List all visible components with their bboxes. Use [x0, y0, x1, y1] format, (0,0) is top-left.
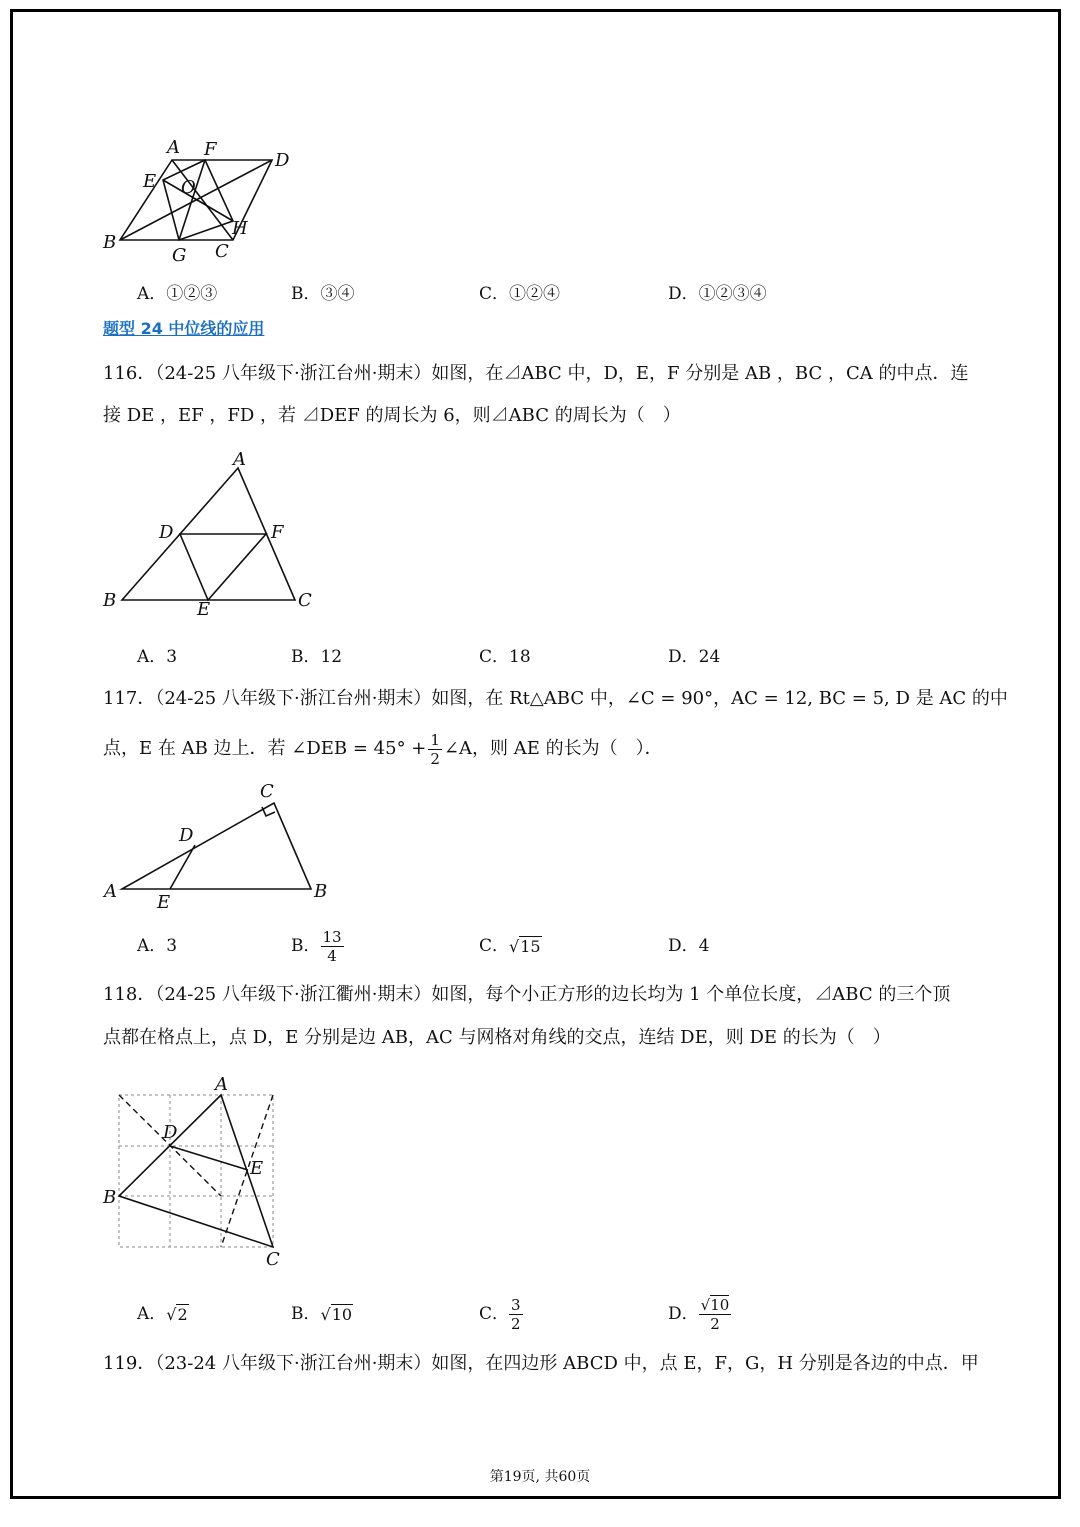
q118-label-d: D — [163, 1122, 178, 1143]
q117-label-d: D — [179, 825, 194, 846]
q118-option-d-num: √10 — [700, 1295, 730, 1314]
q117-option-c-sqrt: √15 — [509, 936, 541, 956]
q117-fraction — [428, 731, 442, 768]
q116-option-b: B．12 — [291, 647, 343, 667]
q115-option-a: A．①②③ — [137, 284, 218, 304]
q116-option-c: C．18 — [479, 647, 531, 667]
q115-label-b: B — [103, 232, 117, 253]
q118-label-a: A — [215, 1074, 228, 1095]
q116-option-a: A．3 — [137, 647, 178, 667]
q115-label-f: F — [204, 139, 217, 160]
q117-label-a: A — [104, 881, 117, 902]
q117-option-c — [479, 934, 542, 959]
q116-label-e: E — [197, 599, 211, 620]
q115-figure — [95, 135, 305, 265]
q118-label-e: E — [250, 1158, 264, 1179]
q115-option-c: C．①②④ — [479, 284, 561, 304]
q117-option-b — [291, 922, 344, 970]
q117-option-b-label: B． — [291, 936, 321, 956]
q116-label-f: F — [271, 522, 284, 543]
page-footer: 第19页, 共60页 — [489, 1469, 591, 1485]
q115-label-g: G — [172, 245, 187, 265]
q116-label-a: A — [233, 449, 246, 470]
q118-text-line1: 118．（24-25 八年级下·浙江衢州·期末）如图，每个小正方形的边长均为 1 个单位长度，⊿ABC 的三个顶 — [103, 984, 951, 1005]
q118-option-b-sqrt: √10 — [320, 1304, 353, 1324]
q117-text-line1: 117．（24-25 八年级下·浙江台州·期末）如图，在 Rt△ABC 中，∠C = 90°，AC = 12, BC = 5, D 是 AC 的中 — [103, 688, 1008, 709]
q117-label-c: C — [260, 781, 274, 802]
q116-label-c: C — [298, 590, 312, 611]
q115-label-c: C — [215, 241, 229, 262]
q118-option-c-den: 2 — [511, 1314, 521, 1333]
q117-line2-post: ∠A，则 AE 的长为（ ）． — [443, 738, 663, 759]
q118-option-b-radicand: 10 — [331, 1304, 353, 1324]
q118-option-d — [668, 1290, 731, 1338]
q117-label-b: B — [314, 881, 328, 902]
q118-option-d-den: 2 — [710, 1314, 720, 1333]
q115-label-d: D — [275, 150, 290, 171]
q117-line2-pre: 点，E 在 AB 边上．若 ∠DEB = 45° + — [103, 738, 427, 759]
q117-option-b-fraction — [321, 928, 344, 965]
q115-option-d: D．①②③④ — [668, 284, 767, 304]
q118-figure — [95, 1070, 305, 1270]
q118-option-c — [479, 1290, 523, 1338]
q115-label-e: E — [143, 171, 157, 192]
q118-option-a-sqrt: √2 — [166, 1304, 188, 1324]
q116-option-d: D．24 — [668, 647, 721, 667]
q117-option-d: D．4 — [668, 936, 710, 956]
q117-option-c-radicand: 15 — [520, 936, 541, 956]
q116-text-line1: 116．（24-25 八年级下·浙江台州·期末）如图，在⊿ABC 中，D，E，F 分别是 AB ，BC ，CA 的中点．连 — [103, 363, 969, 384]
q117-option-a: A．3 — [137, 936, 178, 956]
q119-text-line1: 119．（23-24 八年级下·浙江台州·期末）如图，在四边形 ABCD 中，点 E，F，G，H 分别是各边的中点．甲 — [103, 1353, 979, 1374]
q118-option-d-radicand: 10 — [710, 1295, 730, 1314]
q116-label-b: B — [103, 590, 117, 611]
section-heading: 题型 24 中位线的应用 — [103, 319, 265, 338]
q118-option-a-label: A． — [137, 1304, 167, 1324]
q118-text-line2: 点都在格点上，点 D，E 分别是边 AB，AC 与网格对角线的交点，连结 DE，则 DE 的长为（ ） — [103, 1027, 891, 1048]
q115-label-o: O — [181, 177, 196, 198]
q116-label-d: D — [159, 522, 174, 543]
q115-label-h: H — [232, 218, 248, 239]
q118-option-b-label: B． — [291, 1304, 321, 1324]
q118-option-c-label: C． — [479, 1304, 510, 1324]
q117-frac-num: 1 — [430, 730, 440, 749]
q118-option-a-radicand: 2 — [177, 1304, 188, 1324]
q118-option-d-fraction — [699, 1296, 732, 1333]
q118-option-a — [137, 1302, 189, 1327]
q115-option-b: B．③④ — [291, 284, 355, 304]
q115-label-a: A — [167, 137, 180, 158]
q118-label-c: C — [266, 1249, 280, 1270]
q118-option-b — [291, 1302, 353, 1327]
q117-label-e: E — [157, 892, 171, 913]
q116-figure — [95, 445, 335, 625]
q118-label-b: B — [103, 1187, 117, 1208]
q117-figure — [95, 775, 345, 915]
q116-text-line2: 接 DE ，EF ，FD ，若 ⊿DEF 的周长为 6，则⊿ABC 的周长为（ ） — [103, 405, 681, 426]
q117-option-b-den: 4 — [327, 946, 337, 965]
q117-option-b-num: 13 — [322, 927, 342, 946]
q118-option-c-num: 3 — [511, 1295, 521, 1314]
q117-option-c-label: C． — [479, 936, 510, 956]
q118-option-c-fraction — [509, 1296, 523, 1333]
q118-option-d-label: D． — [668, 1304, 699, 1324]
q117-text-line2 — [103, 727, 663, 771]
q117-frac-den: 2 — [430, 749, 440, 768]
